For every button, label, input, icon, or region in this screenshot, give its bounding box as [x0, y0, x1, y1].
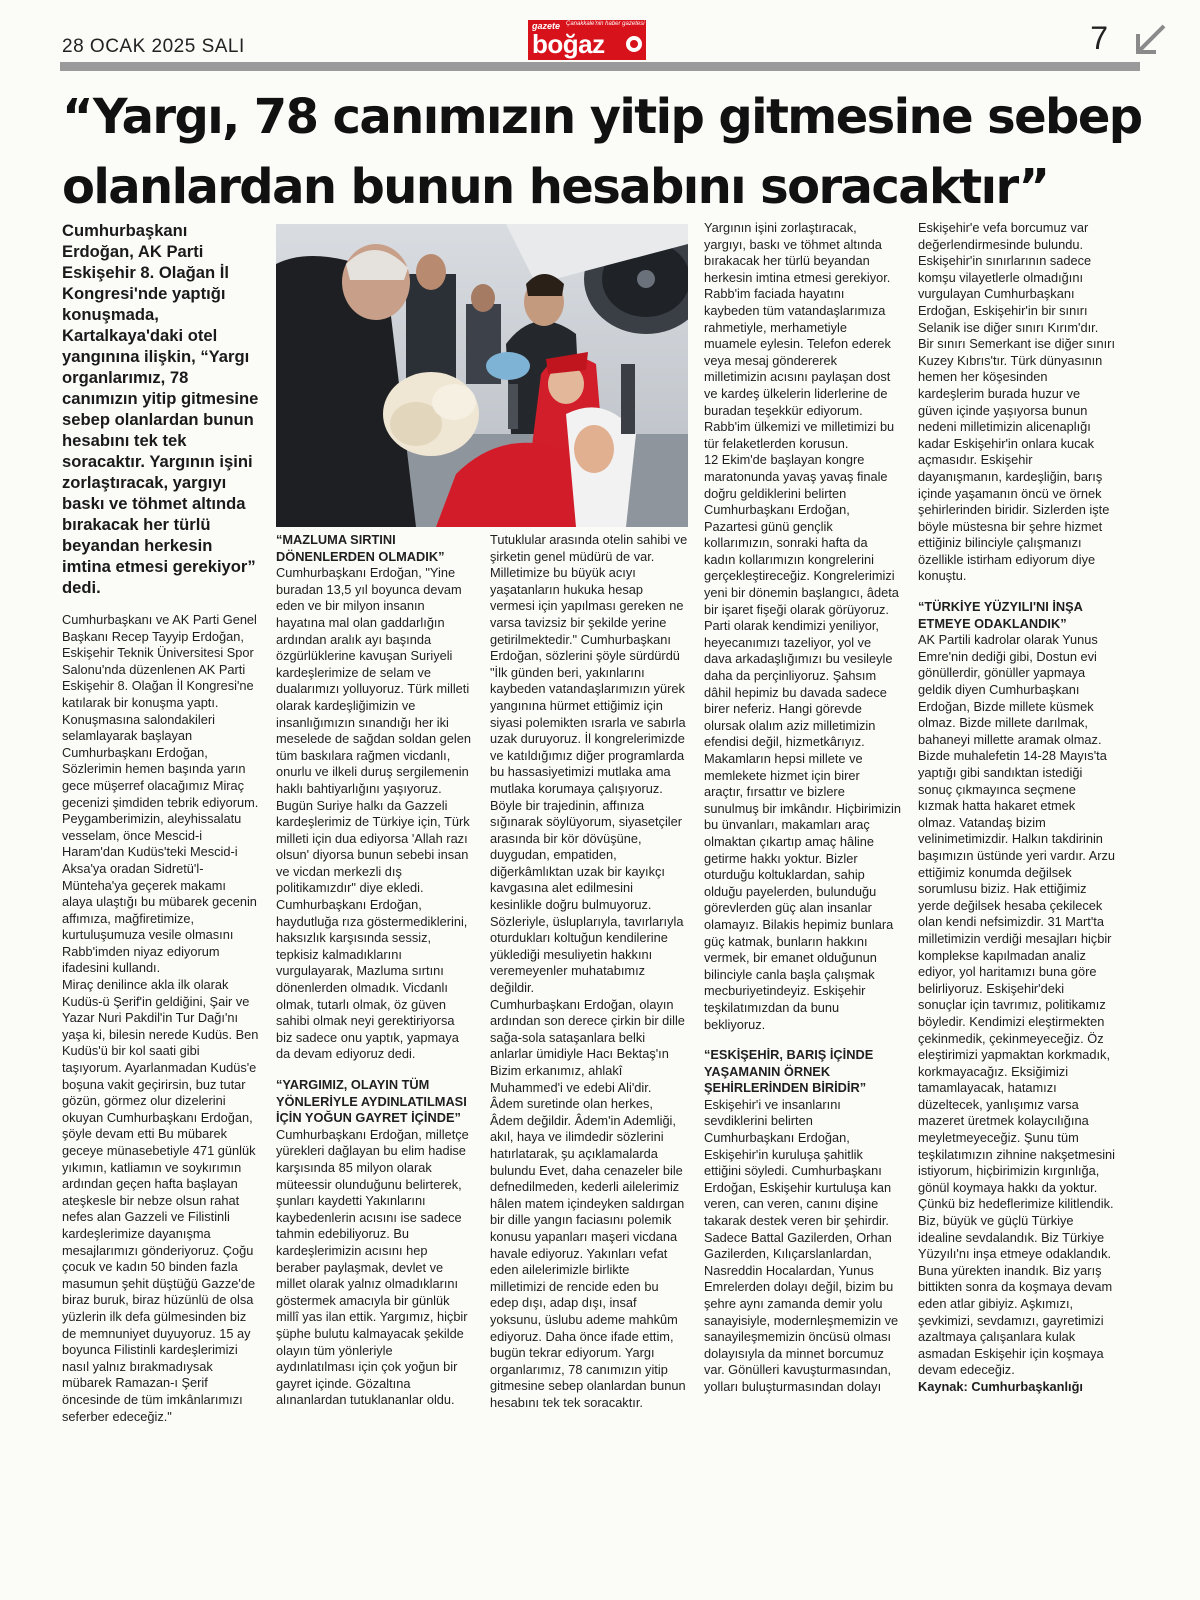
- column-4: [704, 220, 902, 1396]
- newspaper-logo[interactable]: [528, 20, 646, 60]
- body-paragraph: Cumhurbaşkanı Erdoğan, olayın ardından son derece çirkin bir dille sağa-sola sataşanlara belki anlarlar ümidiyle Hacı Bektaş'ın Bizim erkanımız, ahlakî Muhammed'i ve edebi Ali'dir. Âdem suretinde olan herkes, Âdem değildir. Âdem'in Ademliği, akıl, haya ve ilimdedir sözlerini hatırlatarak, şu açıklamalarda bulundu Evet, daha cenazeler bile defnedilmeden, kederli ailelerimiz hâlen matem içindeyken saldırgan bir dille yangın faciasını polemik konusu yapanları maşeri vicdana havale ediyoruz. Yakınları vefat eden ailelerimizle birlikte milletimizi de rencide eden bu edep dışı, adap dışı, insaf yoksunu, üslubu ademe mahkûm ediyoruz. Daha önce ifade ettim, bugün tekrar ediyorum. Yargı organlarımız, 78 canımızın yitip gitmesine sebep olanlardan bunun hesabını tek tek soracaktır.: [490, 996, 686, 1410]
- body-paragraph: AK Partili kadrolar olarak Yunus Emre'nin dediği gibi, Dostun evi gönüllerdir, gönüller yapmaya geldik diyen Cumhurbaşkanı Erdoğan, Bizde millete küsmek olmaz. Bizde millete darılmak, bahaneyi millette aramak olmaz. Bizde muhalefetin 14-28 Mayıs'ta yaptığı gibi sandıktan istediği sonuç çıkmayınca seçmene kızmak hatta hakaret etmek olmaz. Vatandaş bizim velinimetimizdir. Halkın takdirinin başımızın üstünde yeri vardır. Arzu ettiğimiz konumda değilsek sorumlusu biziz. Hak ettiğimiz yerde değilsek hesaba çekilecek olan kendi nefsimizdir. 31 Mart'ta milletimizin verdiği mesajları hiçbir komplekse kapılmadan analiz ediyor, yol haritamızı buna göre belirliyoruz. Eskişehir'deki sonuçlar için tavrımız, politikamız böyledir. Kendimizi eleştirmekten çekinmedik, çekinmeyeceğiz. Öz eleştirimizi yapmaktan korkmadık, korkmayacağız. Eksiğimizi tamamlayacak, hatamızı düzeltecek, yanlışımız varsa mazeret üretmek kolaycılığına meyletmeyeceğiz. Şunu tüm teşkilatımızın zihnine nakşetmesini istiyorum, hiçbirimizin kırgınlığa, gönül koymaya hakkı da yoktur. Çünkü biz hedeflerimize kilitlendik. Biz, büyük ve güçlü Türkiye idealine sevdalandık. Biz Türkiye Yüzyılı'nı inşa etmeye odaklandık. Buna yürekten inandık. Biz yarış bittikten sonra da koşmaya devam eden atlar gibiyiz. Aşkımızı, şevkimizi, sevdamızı, gayretimizi azaltmaya çalışanlara kulak asmadan Eskişehir için koşmaya devam edeceğiz.: [918, 632, 1116, 1378]
- column-3: [490, 532, 688, 1411]
- logo-wordmark: boğaz: [532, 29, 605, 59]
- body-paragraph: Tutuklular arasında otelin sahibi ve şirketin genel müdürü de var. Milletimize bu büyük acıyı yaşatanların hukuka hesap vermesi için yapılması gereken ne varsa tavizsiz bir şekilde yerine getirilmektedir." Cumhurbaşkanı Erdoğan, sözlerini şöyle sürdürdü "İlk günden beri, yakınlarını kaybeden vatandaşlarımızın yürek yangınına hürmet ettiğimiz için siyasi polemikten ısrarla ve sabırla uzak duruyoruz. İl kongrelerimizde ve katıldığımız diğer programlarda bu hassasiyetimizi mutlaka ama mutlaka korumaya çalışıyoruz. Böyle bir trajedinin, affınıza sığınarak söylüyorum, siyasetçiler arasında bir kör dövüşüne, duygudan, empatiden, diğerkâmlıktan uzak bir kayıkçı kavgasına alet edilmesini kesinlikle doğru bulmuyoruz. Sözleriyle, üsluplarıyla, tavırlarıyla oturdukları koltuğun kendilerine yüklediği mesuliyetin hakkını veremeyenler muhatabımız değildir.: [490, 532, 688, 996]
- body-paragraph: Cumhurbaşkanı ve AK Parti Genel Başkanı Recep Tayyip Erdoğan, Eskişehir Teknik Üniversitesi Spor Salonu'nda düzenlenen AK Parti Eskişehir 8. Olağan İl Kongresi'ne katılarak bir konuşma yaptı. Konuşmasına salondakileri selamlayarak başlayan Cumhurbaşkanı Erdoğan, Sözlerimin hemen başında yarın gece müşerref olacağımız Miraç gecenizi şimdiden tebrik ediyorum. Peygamberimizin, aleyhissalatu vesselam, önce Mescid-i Haram'dan Kudüs'teki Mescid-i Aksa'ya oradan Sidretü'l-Münteha'ya geçerek makamı alaya ulaştığı bu mübarek gecenin affımıza, mağfiretimize, kurtuluşumuza vesile olmasını Rabb'imden niyaz ediyorum ifadesini kullandı.: [62, 612, 259, 976]
- body-paragraph: Cumhurbaşkanı Erdoğan, milletçe yürekleri dağlayan bu elim hadise karşısında 85 milyon olarak müteessir olunduğunu belirterek, şunları kaydetti Yakınlarını kaybedenlerin acısını ise sadece tahmin edebiliyoruz. Bu kardeşlerimizin acısını hep beraber paylaşmak, devlet ve millet olarak yalnız olmadıklarını göstermek amacıyla bir günlük millî yas ilan ettik. Yargımız, hiçbir şüphe bulutu kalmayacak şekilde olayın tüm yönleriyle aydınlatılması için çok yoğun bir gayret içinde. Gözaltına alınanlardan tutuklananlar oldu.: [276, 1126, 469, 1408]
- corner-arrow-icon: [1130, 20, 1170, 60]
- section-subhead: “YARGIMIZ, OLAYIN TÜM YÖNLERİYLE AYDINLATILMASI İÇİN YOĞUN GAYRET İÇİNDE”: [276, 1077, 467, 1126]
- page-number: 7: [1090, 20, 1108, 56]
- section-subhead: “MAZLUMA SIRTINI DÖNENLERDEN OLMADIK”: [276, 532, 445, 564]
- issue-date: 28 OCAK 2025 SALI: [62, 36, 245, 57]
- column-2: [276, 532, 474, 1409]
- logo-badge-icon: [626, 36, 642, 52]
- source-credit: Kaynak: Cumhurbaşkanlığı: [918, 1378, 1083, 1394]
- body-paragraph: Cumhurbaşkanı Erdoğan, "Yine buradan 13,5 yıl boyunca devam eden ve bir milyon insanın hayatına mal olan gaddarlığın ardından aralık ayı başında özgürlüklerine kavuşan Suriyeli kardeşlerimize de selam ve dualarımızı yolluyoruz. Türk milleti olarak kardeşliğimizin ve insanlığımızın sınandığı her iki meselede de sağdan soldan gelen tüm baskılara rağmen vicdanlı, onurlu ve ilkeli duruş sergilemenin haklı bahtiyarlığını yaşıyoruz. Bugün Suriye halkı da Gazzeli kardeşlerimiz de Türkiye için, Türk milleti için dua ediyorsa 'Allah razı olsun' diyorsa bunun sebebi insan ve vicdan merkezli dış politikamızdır" diye ekledi. Cumhurbaşkanı Erdoğan, haydutluğa rıza göstermediklerini, haksızlık karşısında sessiz, tepkisiz kalmadıklarını vurgulayarak, Mazluma sırtını dönenlerden olmadık. Vicdanlı olmak, tutarlı olmak, öz güven sahibi olmak neyi gerektiriyorsa biz sadece onu yaptık, yapmaya da devam ediyoruz dedi.: [276, 565, 471, 1062]
- column-1: [62, 220, 260, 1425]
- body-paragraph: Yargının işini zorlaştıracak, yargıyı, baskı ve töhmet altında bırakacak her türlü beyandan herkesin imtina etmesi gerekiyor. Rabb'im faciada hayatını kaybeden tüm vatandaşlarımıza rahmetiyle, merhametiyle muamele eylesin. Telefon ederek veya mesaj göndererek milletimizin acısını paylaşan dost ve kardeş ülkelerin liderlerine de buradan teşekkür ediyorum. Rabb'im ülkemizi ve milletimizi bu tür felaketlerden korusun.: [704, 220, 895, 451]
- header-rule: [60, 62, 1140, 71]
- article-photo: [276, 224, 688, 527]
- photo-illustration: [276, 224, 688, 527]
- body-paragraph: Eskişehir'i ve insanlarını sevdiklerini belirten Cumhurbaşkanı Erdoğan, Eskişehir'in kuruluşa şahitlik ettiğini söyledi. Cumhurbaşkanı Erdoğan, Eskişehir kurtuluşa kan veren, can veren, canını dişine takarak destek veren bir şehirdir. Sadece Battal Gazilerden, Orhan Gazilerden, Kılıçarslanlardan, Nasreddin Hocalardan, Yunus Emrelerden dolayı değil, bizim bu şehre aynı zamanda demir yolu sanayisiyle, modernleşmemizin ve sanayileşmemizin öncüsü olması dolayısıyla da minnet borcumuz var. Gönülleri kavuşturmasından, yolları buluşturmasından dolayı: [704, 1096, 899, 1394]
- body-paragraph: Miraç denilince akla ilk olarak Kudüs-ü Şerif'in geldiğini, Şair ve Yazar Nuri Pakdil'in Tur Dağı'nı yaşa ki, bilesin nerede Kudüs. Ben Kudüs'ü bir kol saati gibi taşıyorum. Ayarlanmadan Kudüs'e boşuna vakit geçirirsin, buz tutar gözün, görmez olur dizelerini okuyan Cumhurbaşkanı Erdoğan, şöyle devam etti Bu mübarek geceye münasebetiyle 471 günlük yıkımın, katliamın ve soykırımın ardından geçen hafta başlayan ateşkesle bir nebze olsun rahat nefes alan Gazzeli ve Filistinli kardeşlerimize dayanışma mesajlarımızı gönderiyoruz. Çoğu çocuk ve kadın 50 binden fazla masumun şehit düştüğü Gazze'de biraz buruk, biraz hüzünlü de olsa yüzlerin ilk defa gülmesinden biz de memnuniyet duyuyoruz. 15 ay boyunca Filistinli kardeşlerimizi nasıl yalnız bırakmadıysak mübarek Ramazan-ı Şerif öncesinde de tüm imkânlarımızı seferber edeceğiz.": [62, 977, 259, 1424]
- body-paragraph: 12 Ekim'de başlayan kongre maratonunda yavaş yavaş finale doğru geldiklerini belirten Cumhurbaşkanı Erdoğan, Pazartesi günü gençlik kollarımızın, sonraki hafta da kadın kollarımızın kongrelerini gerçekleştireceğiz. Kongrelerimizi yeni bir dönemin başlangıcı, âdeta bir işaret fişeği olarak görüyoruz. Parti olarak kendimizi yeniliyor, heyecanımızı tazeliyor, yol ve dava arkadaşlığımızı bu vesileyle daha da perçinliyoruz. Şahsım dâhil hepimiz bu davada sadece birer neferiz. Hangi görevde olursak olalım aziz milletimizin efendisi değil, hizmetkârıyız. Makamların hepsi millete ve memlekete hizmet için birer araçtır, fırsattır ve bizlere sunulmuş bir imkândır. Hiçbirimizin bu ünvanları, makamları araç olmaktan çıkartıp amaç hâline getirme hakkı yoktur. Bizler oturduğu koltuklardan, sahip olduğu payelerden, bulunduğu görevlerden güç alan insanlar olamayız. Bilakis hepimiz bunlara güç katmak, bunların hakkını vermek, bir emanet olduğunun bilinciyle canla başla çalışmak mecburiyetindeyiz. Eskişehir teşkilatımızdan da bunu bekliyoruz.: [704, 452, 901, 1032]
- column-5: [918, 220, 1116, 1396]
- logo-top-text: gazete: [532, 21, 561, 31]
- section-subhead: “TÜRKİYE YÜZYILI'NI İNŞA ETMEYE ODAKLANDIK”: [918, 599, 1083, 631]
- section-subhead: “ESKİŞEHİR, BARIŞ İÇİNDE YAŞAMANIN ÖRNEK ŞEHİRLERİNDEN BİRİDİR”: [704, 1047, 874, 1096]
- body-paragraph: Eskişehir'e vefa borcumuz var değerlendirmesinde bulundu. Eskişehir'in sınırlarının sadece komşu vilayetlerle olmadığını vurgulayan Cumhurbaşkanı Erdoğan, Eskişehir'in bir sınırı Selanik ise diğer sınırı Kırım'dır. Bir sınırı Semerkant ise diğer sınırı Kuzey Kıbrıs'tır. Türk dünyasının hemen her köşesinden kardeşlerim burada huzur ve güven içinde yaşıyorsa bunun nedeni milletimizin alicenaplığı kadar Eskişehir'in onlara kucak açmasıdır. Eskişehir dayanışmanın, kardeşliğin, barış içinde yaşamanın öncü ve örnek şehirlerinden biridir. Sizlerden işte böyle müstesna bir şehre hizmet ettiğiniz bilinciyle çalışmanızı özellikle istirham ediyorum diye konuştu.: [918, 220, 1115, 584]
- logo-tagline: Çanakkale'nin haber gazetesi: [566, 21, 645, 27]
- lead-paragraph: Cumhurbaşkanı Erdoğan, AK Parti Eskişehir 8. Olağan İl Kongresi'nde yaptığı konuşmada, Kartalkaya'daki otel yangınına ilişkin, “Yargı organlarımız, 78 canımızın yitip gitmesine sebep olanlardan bunun hesabını tek tek soracaktır. Yargının işini zorlaştıracak, yargıyı baskı ve töhmet altında bırakacak her türlü beyandan herkesin imtina etmesi gerekiyor” dedi.: [62, 221, 259, 597]
- article-headline: “Yargı, 78 canımızın yitip gitmesine sebep olanlardan bunun hesabını soracaktır”: [62, 89, 1142, 215]
